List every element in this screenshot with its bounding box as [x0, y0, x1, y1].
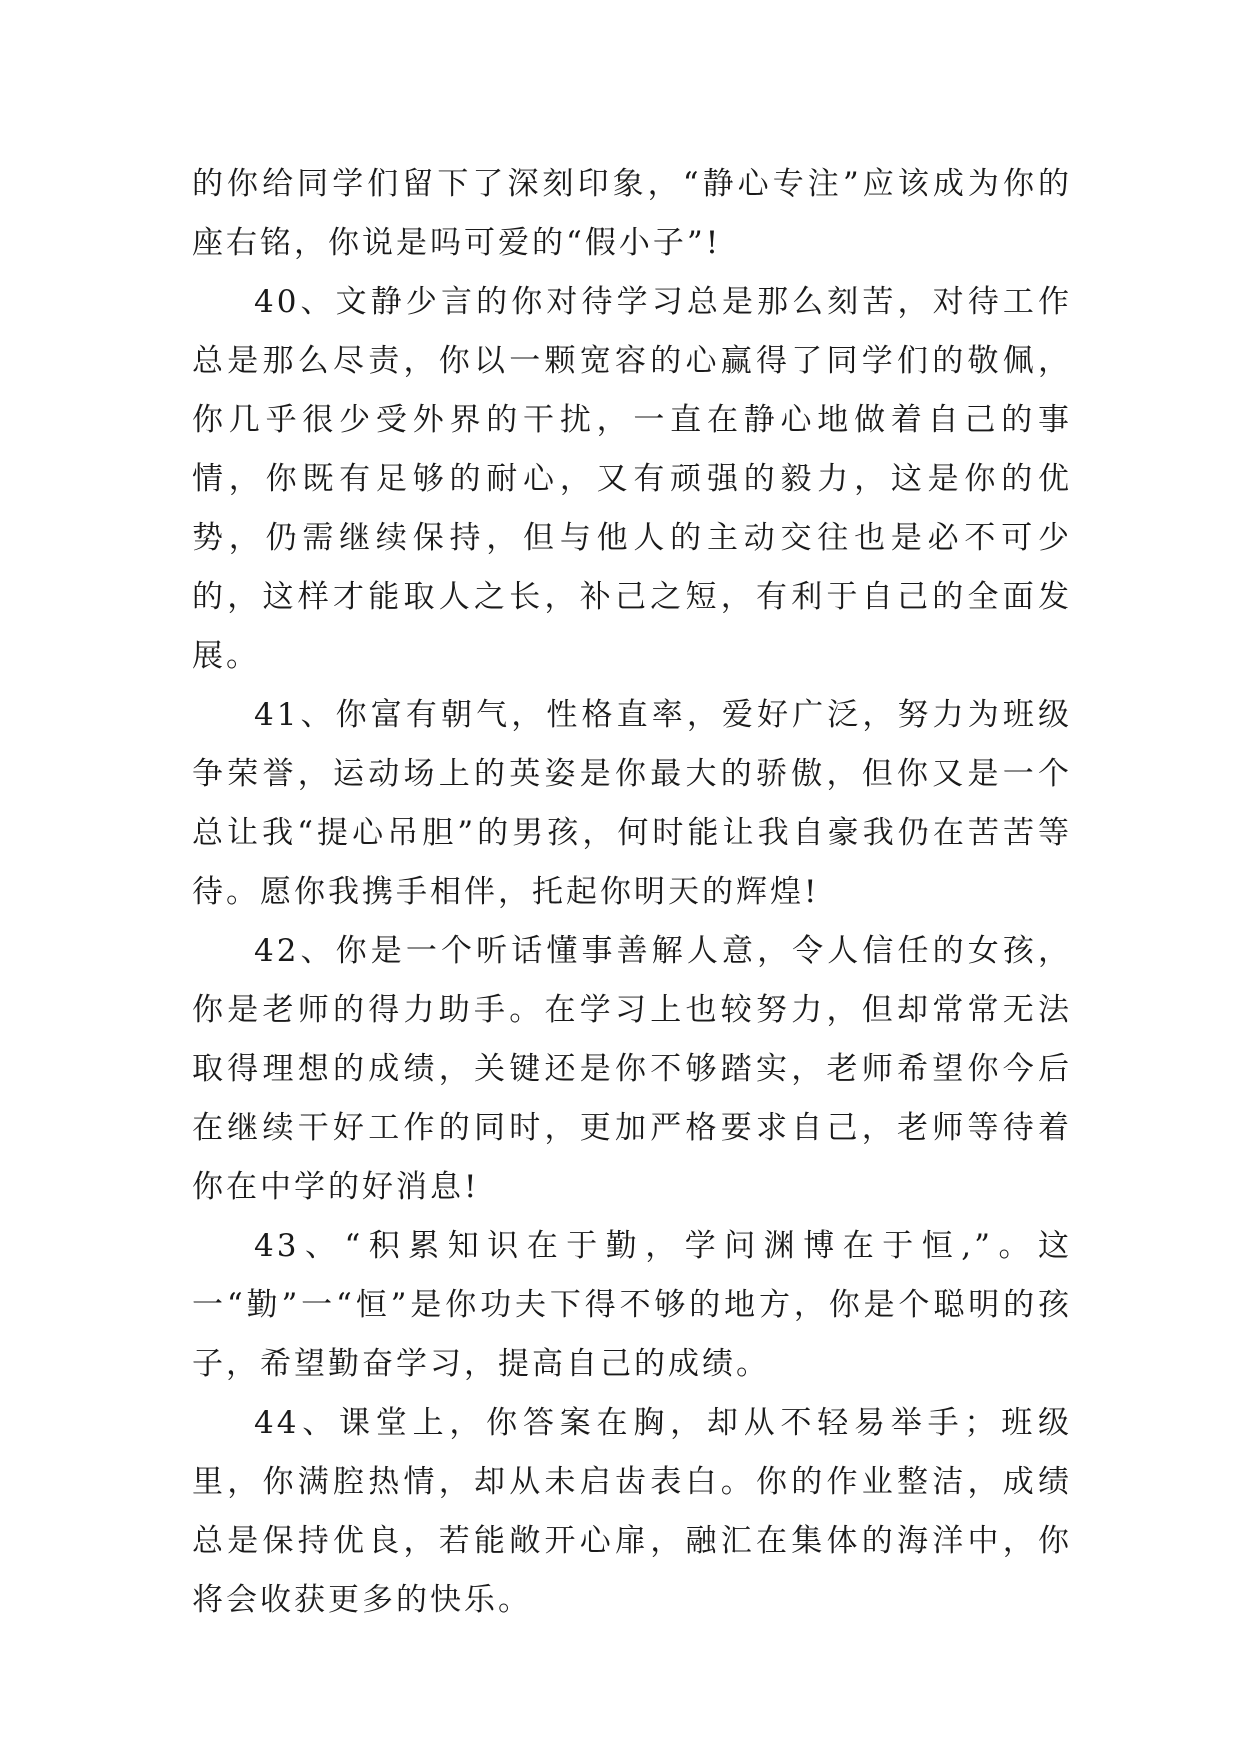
paragraph-42: 42、你是一个听话懂事善解人意，令人信任的女孩，你是老师的得力助手。在学习上也较努力，但却常常无法取得理想的成绩，关键还是你不够踏实，老师希望你今后在继续干好工作的同时，更加严格要求自己，老师等待着你在中学的好消息!: [192, 933, 1072, 1205]
paragraph-continuation: 的你给同学们留下了深刻印象，“静心专注”应该成为你的座右铭，你说是吗可爱的“假小子”!: [192, 166, 1072, 261]
paragraph-40: 40、文静少言的你对待学习总是那么刻苦，对待工作总是那么尽责，你以一颗宽容的心赢得了同学们的敬佩，你几乎很少受外界的干扰，一直在静心地做着自己的事情，你既有足够的耐心，又有顽强的毅力，这是你的优势，仍需继续保持，但与他人的主动交往也是必不可少的，这样才能取人之长，补己之短，有利于自己的全面发展。: [192, 284, 1072, 674]
paragraph-44: 44、课堂上，你答案在胸，却从不轻易举手；班级里，你满腔热情，却从未启齿表白。你的作业整洁，成绩总是保持优良，若能敞开心扉，融汇在集体的海洋中，你将会收获更多的快乐。: [192, 1405, 1072, 1618]
document-body: [192, 155, 1072, 1630]
paragraph-43: 43、“积累知识在于勤，学问渊博在于恒,”。这一“勤”一“恒”是你功夫下得不够的地方，你是个聪明的孩子，希望勤奋学习，提高自己的成绩。: [192, 1228, 1072, 1382]
paragraph-41: 41、你富有朝气，性格直率，爱好广泛，努力为班级争荣誉，运动场上的英姿是你最大的骄傲，但你又是一个总让我“提心吊胆”的男孩，何时能让我自豪我仍在苦苦等待。愿你我携手相伴，托起你明天的辉煌!: [192, 697, 1072, 910]
